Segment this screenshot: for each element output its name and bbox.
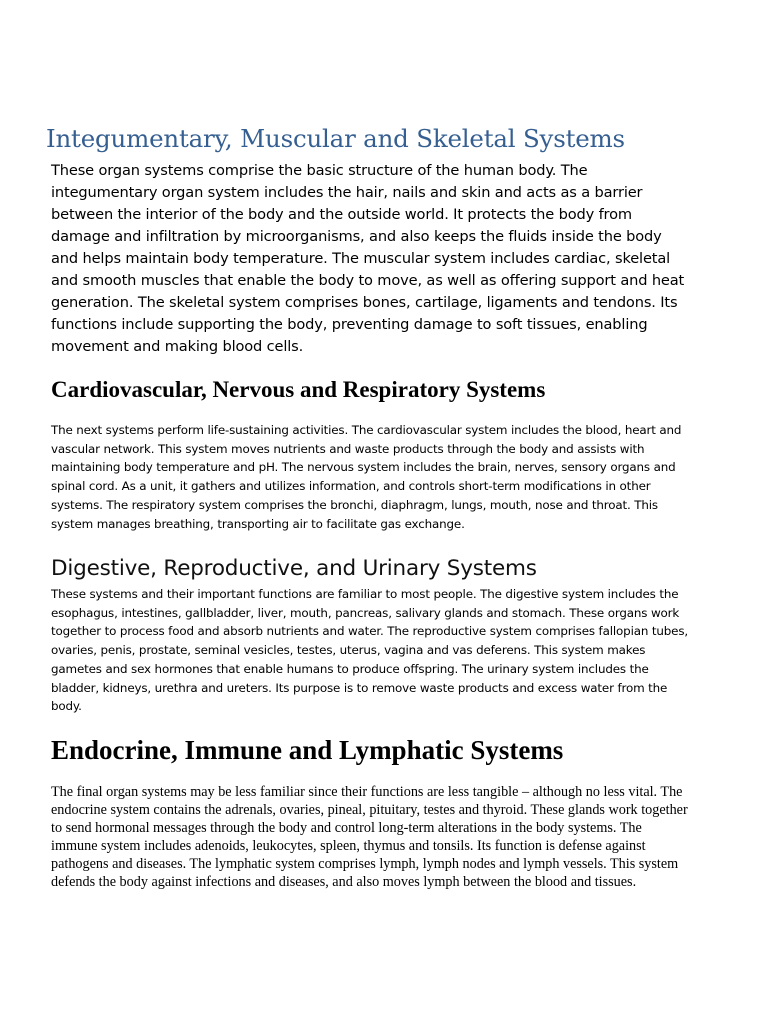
section-heading-digestive: Digestive, Reproductive, and Urinary Systems (51, 556, 537, 581)
section-body-digestive: These systems and their important functions are familiar to most people. The digestive system includes the esophagus, intestines, gallbladder, liver, mouth, pancreas, salivary glands and stomach. These organs work together to process food and absorb nutrients and water. The reproductive system comprises fallopian tubes, ovaries, penis, prostate, seminal vesicles, testes, uterus, vagina and vas deferens. This system makes gametes and sex hormones that enable humans to produce offspring. The urinary system includes the bladder, kidneys, urethra and ureters. Its purpose is to remove waste products and excess water from the body. (51, 587, 689, 714)
section-heading-integumentary: Integumentary, Muscular and Skeletal Systems (46, 124, 625, 153)
section-heading-cardiovascular: Cardiovascular, Nervous and Respiratory Systems (51, 377, 546, 402)
section-body-cardiovascular: The next systems perform life-sustaining activities. The cardiovascular system includes the blood, heart and vascular network. This system moves nutrients and waste products through the body and assists with maintaining body temperature and pH. The nervous system includes the brain, nerves, sensory organs and spinal cord. As a unit, it gathers and utilizes information, and controls short-term modifications in other systems. The respiratory system comprises the bronchi, diaphragm, lungs, mouth, nose and throat. This system manages breathing, transporting air to facilitate gas exchange. (51, 423, 682, 531)
section-body-integumentary: These organ systems comprise the basic structure of the human body. The integumentary organ system includes the hair, nails and skin and acts as a barrier between the interior of the body and the outside world. It protects the body from damage and infiltration by microorganisms, and also keeps the fluids inside the body and helps maintain body temperature. The muscular system includes cardiac, skeletal and smooth muscles that enable the body to move, as well as offering support and heat generation. The skeletal system comprises bones, cartilage, ligaments and tendons. Its functions include supporting the body, preventing damage to soft tissues, enabling movement and making blood cells. (51, 162, 685, 355)
section-heading-endocrine: Endocrine, Immune and Lymphatic Systems (51, 735, 564, 765)
section-body-endocrine: The final organ systems may be less familiar since their functions are less tangible – although no less vital. The endocrine system contains the adrenals, ovaries, pineal, pituitary, testes and thyroid. These glands work together to send hormonal messages through the body and control long-term alterations in the body systems. The immune system includes adenoids, leukocytes, spleen, thymus and tonsils. Its function is defense against pathogens and diseases. The lymphatic system comprises lymph, lymph nodes and lymph vessels. This system defends the body against infections and diseases, and also moves lymph between the blood and tissues. (51, 784, 688, 890)
